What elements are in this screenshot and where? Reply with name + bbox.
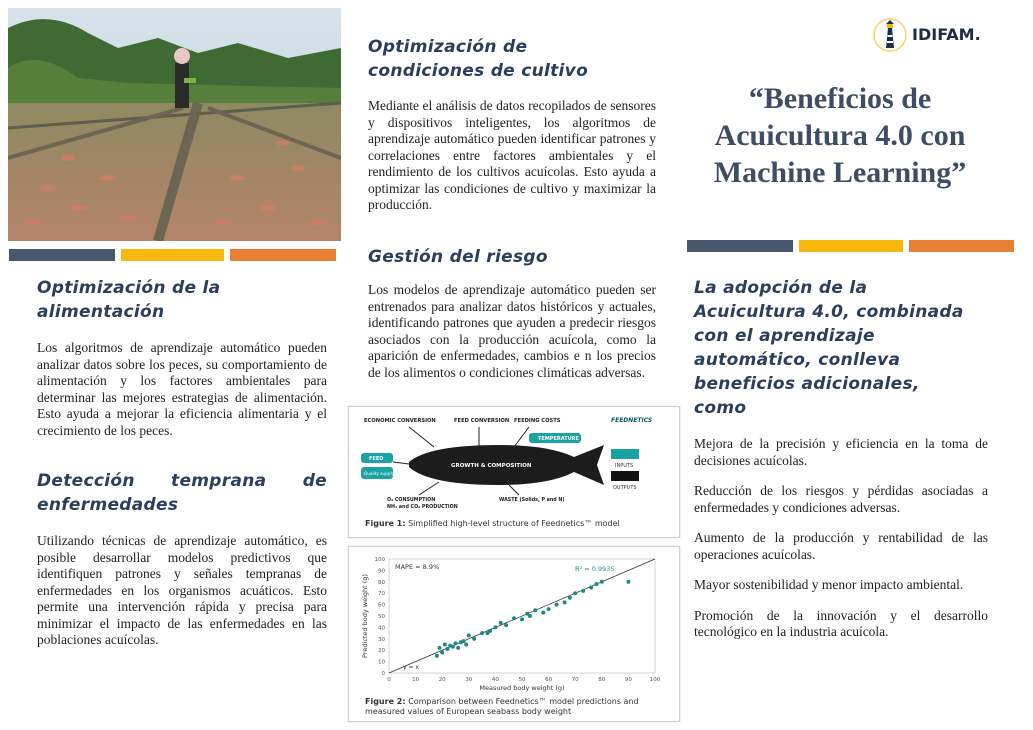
- lighthouse-icon: [870, 18, 910, 52]
- section-heading: Optimización de la alimentación: [37, 278, 221, 322]
- accent-bar-yellow: [121, 249, 224, 261]
- data-point: [600, 580, 604, 584]
- x-tick-label: 20: [438, 677, 446, 683]
- data-point: [568, 596, 572, 600]
- accent-bar-orange: [909, 240, 1014, 252]
- y-axis-label: Predicted body weight (g): [361, 574, 369, 658]
- accent-bar-orange: [230, 249, 336, 261]
- label-feeding-costs: FEEDING COSTS: [514, 418, 561, 424]
- section-culture-conditions: [368, 35, 656, 214]
- data-point: [512, 616, 516, 620]
- data-point: [440, 650, 444, 654]
- section-heading-l2: enfermedades: [37, 495, 179, 515]
- section-benefits: [694, 276, 988, 655]
- label-feed-conversion: FEED CONVERSION: [454, 418, 510, 424]
- label-o2: O₂ CONSUMPTION: [387, 498, 436, 503]
- y-tick-label: 40: [378, 625, 385, 632]
- section-heading: Gestión del riesgo: [368, 247, 548, 267]
- legend-inputs: INPUTS: [615, 463, 634, 469]
- section-body: Los algoritmos de aprendizaje automático pueden analizar datos sobre los peces, su comportamiento de alimentación y los factores ambientales para determinar las mejores estrategias de alimentación. Esto ayuda a mejorar la eficiencia alimentaria y el crecimiento de los peces.: [37, 340, 327, 438]
- y-tick-label: 20: [378, 648, 385, 655]
- x-tick-label: 100: [649, 677, 661, 683]
- figure-1-caption: Figure 1: Simplified high-level structure of Feednetics™ model: [365, 519, 620, 528]
- data-point: [563, 600, 567, 604]
- label-growth: GROWTH & COMPOSITION: [451, 463, 532, 469]
- data-point: [456, 646, 460, 650]
- section-heading: Detección temprana de: [37, 471, 327, 491]
- data-point: [443, 643, 447, 647]
- benefit-item: Mayor sostenibilidad y menor impacto ambiental.: [694, 577, 964, 592]
- data-point: [555, 603, 559, 607]
- label-feed: FEED: [369, 456, 384, 462]
- section-heading: Optimización de condiciones de cultivo: [368, 37, 589, 81]
- data-point: [547, 607, 551, 611]
- data-point: [435, 654, 439, 658]
- logo-text: IDIFAM.: [912, 25, 981, 44]
- figure-2: [348, 546, 680, 722]
- label-nh4: NH₄ and CO₂ PRODUCTION: [387, 505, 458, 510]
- x-tick-label: 50: [518, 677, 526, 683]
- y-tick-label: 100: [374, 557, 385, 563]
- y-tick-label: 10: [378, 659, 385, 666]
- x-axis-label: Measured body weight (g): [479, 684, 565, 692]
- y-tick-label: 50: [378, 614, 385, 620]
- data-point: [461, 639, 465, 643]
- y-tick-label: 30: [378, 636, 385, 643]
- data-point: [488, 629, 492, 633]
- legend-inputs-swatch: [611, 449, 639, 459]
- data-point: [504, 623, 508, 627]
- identity-label: y = x: [403, 664, 419, 671]
- benefits-list: [694, 436, 988, 641]
- data-point: [451, 645, 455, 649]
- data-point: [541, 611, 545, 615]
- x-tick-label: 80: [598, 677, 606, 683]
- label-quality: Quality supply: [364, 471, 395, 476]
- x-tick-label: 10: [412, 677, 420, 683]
- x-tick-label: 30: [465, 677, 473, 683]
- page-title: “Beneficios de Acuicultura 4.0 con Machine Learning”: [713, 82, 967, 189]
- x-tick-label: 90: [624, 677, 632, 683]
- data-point: [499, 621, 503, 625]
- data-point: [438, 646, 442, 650]
- accent-bar-navy: [9, 249, 115, 261]
- data-point: [480, 631, 484, 635]
- r2-annotation: R² = 0.9935: [575, 565, 615, 573]
- idifam-logo: [870, 18, 910, 57]
- figure-1: [348, 406, 680, 538]
- label-waste: WASTE (Solids, P and N): [499, 498, 565, 503]
- label-temperature: TEMPERATURE: [538, 436, 579, 442]
- data-point: [464, 643, 468, 647]
- section-body: Los modelos de aprendizaje automático pueden ser entrenados para analizar datos históricos y actuales, identificando patrones que ayuden a predecir riesgos asociados con la producción acuícola, como la aparición de enfermedades, cambios e n los precios de los alimentos o condiciones climáticas adversas.: [368, 282, 656, 380]
- y-tick-label: 0: [381, 671, 385, 677]
- legend-outputs-swatch: [611, 471, 639, 481]
- brand-label: FEEDNETICS: [611, 417, 653, 424]
- section-heading: La adopción de la Acuicultura 4.0, combinada con el aprendizaje automático, conlleva beneficios adicionales, como: [694, 278, 964, 418]
- benefit-item: Promoción de la innovación y el desarrollo tecnológico en la industria acuícola.: [694, 607, 988, 639]
- data-point: [594, 582, 598, 586]
- feednetics-diagram: [349, 407, 679, 519]
- fish-farm-photo: [8, 8, 341, 241]
- x-tick-label: 60: [545, 677, 553, 683]
- data-point: [528, 614, 532, 618]
- data-point: [520, 617, 524, 621]
- section-body: Mediante el análisis de datos recopilados de sensores y dispositivos inteligentes, los algoritmos de aprendizaje automático pueden identificar patrones y correlaciones entre factores ambientales y el rendimiento de los cultivos acuícolas. Esto ayuda a optimizar las condiciones de cultivo y maximizar la producción.: [368, 98, 656, 212]
- data-point: [446, 647, 450, 651]
- benefit-item: Aumento de la producción y rentabilidad de las operaciones acuícolas.: [694, 530, 988, 562]
- accent-bar-yellow: [799, 240, 903, 252]
- benefit-item: Reducción de los riesgos y pérdidas asociadas a enfermedades y condiciones adversas.: [694, 483, 988, 515]
- identity-line: [389, 559, 655, 673]
- label-economic: ECONOMIC CONVERSION: [364, 418, 436, 424]
- data-point: [533, 608, 537, 612]
- data-point: [573, 591, 577, 595]
- y-tick-label: 60: [378, 602, 385, 609]
- section-risk: [368, 245, 656, 381]
- y-tick-label: 70: [378, 591, 385, 598]
- benefit-item: Mejora de la precisión y eficiencia en la toma de decisiones acuícolas.: [694, 436, 988, 468]
- section-body: Utilizando técnicas de aprendizaje automático, es posible desarrollar modelos predictivos que identifiquen patrones y señales tempranas de enfermedades en los organismos acuáticos. Esto permite una intervención rápida y precisa para minimizar el impacto de las enfermedades en las poblaciones acuícolas.: [37, 533, 327, 647]
- y-tick-label: 80: [378, 579, 385, 586]
- data-point: [493, 625, 497, 629]
- accent-bar-navy: [687, 240, 793, 252]
- data-point: [454, 641, 458, 645]
- x-tick-label: 40: [491, 677, 499, 683]
- data-point: [581, 589, 585, 593]
- figure-2-caption: Figure 2: Comparison between Feednetics™ model predictions and measured values of European seabass body weight: [365, 697, 639, 716]
- mape-annotation: MAPE = 8.9%: [395, 563, 440, 571]
- legend-outputs: OUTPUTS: [613, 485, 637, 491]
- data-point: [626, 580, 630, 584]
- x-tick-label: 70: [571, 677, 579, 683]
- data-point: [467, 633, 471, 637]
- section-disease: [37, 469, 327, 649]
- data-point: [589, 586, 593, 590]
- x-tick-label: 0: [387, 677, 391, 683]
- y-tick-label: 90: [378, 568, 385, 575]
- scatter-chart: [349, 547, 679, 693]
- data-point: [472, 637, 476, 641]
- section-feeding: [37, 276, 327, 439]
